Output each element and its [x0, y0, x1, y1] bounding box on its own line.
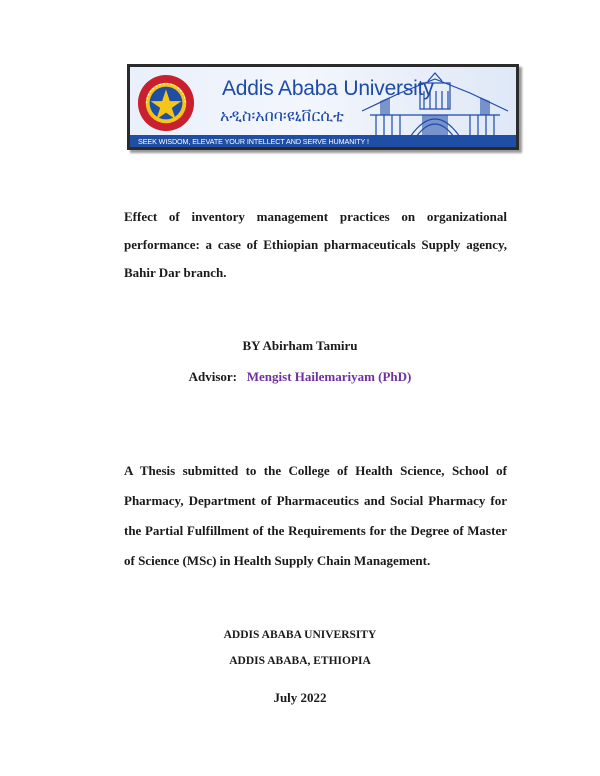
title-line: Effect of inventory management practices on organizational [124, 209, 507, 224]
author-line: BY Abirham Tamiru [242, 338, 358, 353]
university-seal-logo [137, 74, 195, 132]
advisor-name: Mengist Hailemariyam (PhD) [246, 369, 412, 384]
university-name-amharic: አዲስ፡አበባ፡ዩኒቨርሲቲ [220, 106, 344, 125]
thesis-title [124, 203, 507, 287]
university-name: Addis Ababa University [222, 77, 434, 100]
advisor-label: Advisor [188, 369, 233, 384]
thesis-line: the Partial Fulfillment of the Requirements for the Degree of Master [124, 523, 507, 538]
advisor-line [0, 369, 600, 385]
university-motto: SEEK WISDOM, ELEVATE YOUR INTELLECT AND SERVE HUMANITY ! [138, 137, 369, 146]
university-banner [127, 64, 519, 150]
submission-date: July 2022 [273, 690, 327, 705]
thesis-line: Pharmacy, Department of Pharmaceutics and Social Pharmacy for [124, 493, 507, 508]
thesis-line: A Thesis submitted to the College of Health Science, School of [124, 463, 507, 478]
title-line: Bahir Dar branch. [124, 265, 227, 280]
title-line: performance: a case of Ethiopian pharmaceuticals Supply agency, [124, 237, 507, 252]
advisor-colon: : [232, 369, 244, 384]
institution-name: ADDIS ABABA UNIVERSITY [223, 629, 377, 641]
thesis-statement [124, 456, 507, 576]
thesis-line: of Science (MSc) in Health Supply Chain Management. [124, 553, 431, 568]
institution-location: ADDIS ABABA, ETHIOPIA [229, 655, 371, 667]
